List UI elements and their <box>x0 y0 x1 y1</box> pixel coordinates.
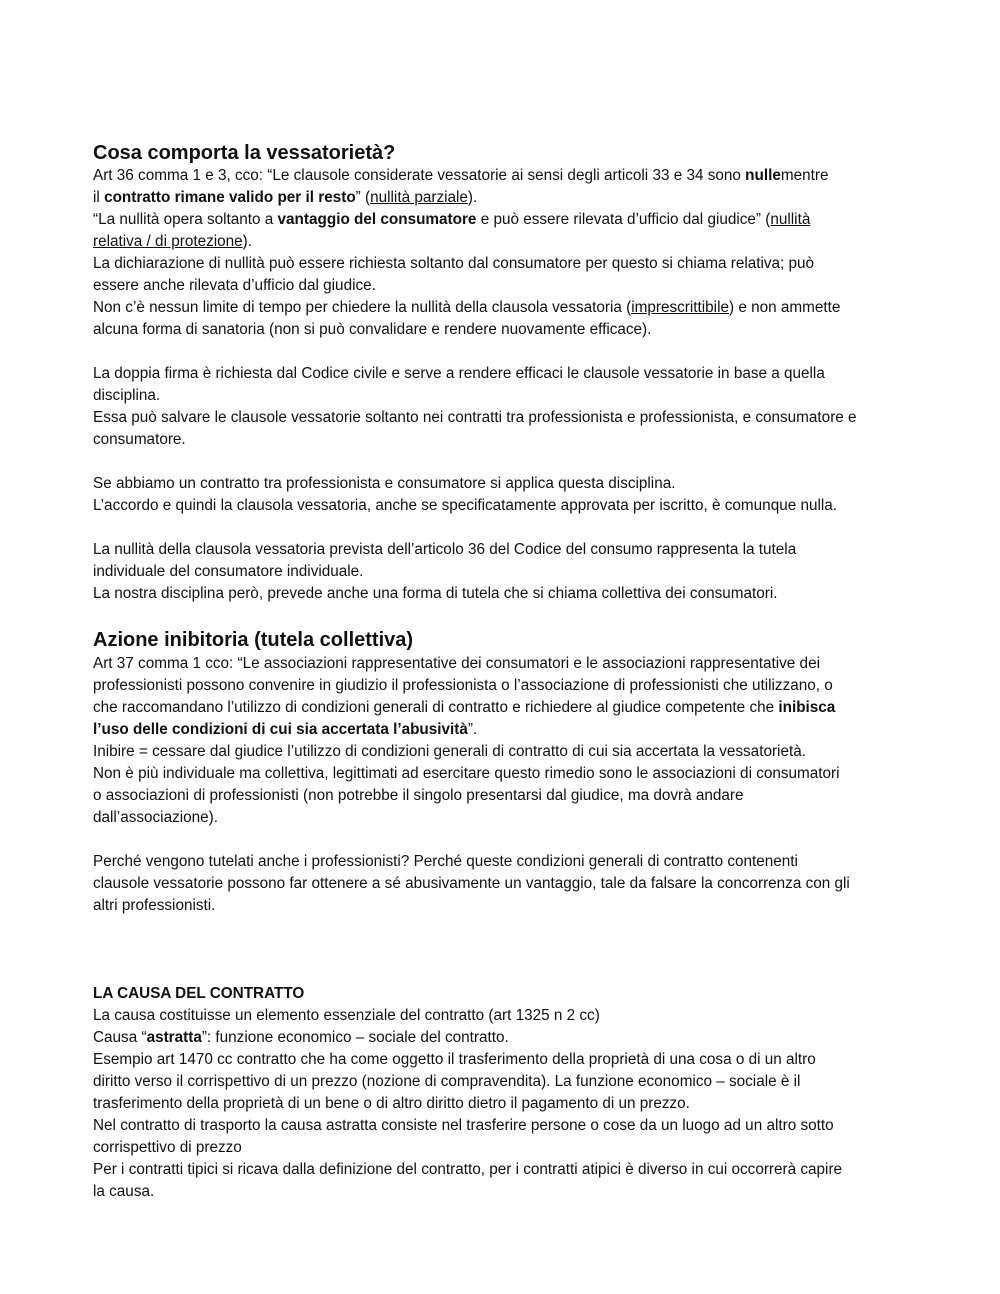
underlined-text: nullità <box>770 211 811 228</box>
paragraph-line <box>93 209 913 231</box>
section-3-body <box>93 983 913 1203</box>
text-run: Non c’è nessun limite di tempo per chiedere la nullità della clausola vessatoria ( <box>93 299 632 316</box>
paragraph-line: La dichiarazione di nullità può essere richiesta soltanto dal consumatore per questo si chiama relativa; può <box>93 255 815 272</box>
text-run: ”: funzione economico – sociale del contratto. <box>201 1029 509 1046</box>
paragraph-line: La nostra disciplina però, prevede anche una forma di tutela che si chiama collettiva dei consumatori. <box>93 585 778 602</box>
paragraph-line: alcuna forma di sanatoria (non si può convalidare e rendere nuovamente efficace). <box>93 321 652 338</box>
paragraph-line: Perché vengono tutelati anche i professionisti? Perché queste condizioni generali di contratto contenenti <box>93 853 798 870</box>
blank-line <box>93 829 913 851</box>
paragraph-line: Inibire = cessare dal giudice l’utilizzo di condizioni generali di contratto di cui sia accertata la vessatorietà. <box>93 743 806 760</box>
underlined-text: nullità parziale <box>370 189 468 206</box>
paragraph-line <box>93 1027 913 1049</box>
paragraph-line: La doppia firma è richiesta dal Codice civile e serve a rendere efficaci le clausole vessatorie in base a quella <box>93 365 825 382</box>
paragraph-line: disciplina. <box>93 387 161 404</box>
text-run: ”. <box>467 721 478 738</box>
text-run: ) e non ammette <box>728 299 841 316</box>
paragraph-line: diritto verso il corrispettivo di un prezzo (nozione di compravendita). La funzione economico – sociale è il <box>93 1073 801 1090</box>
paragraph-line <box>93 187 913 209</box>
bold-text: l’uso delle condizioni di cui sia accertata l’abusività <box>93 721 468 738</box>
paragraph-line: corrispettivo di prezzo <box>93 1139 242 1156</box>
text-run: e può essere rilevata d’ufficio dal giudice” ( <box>476 211 771 228</box>
paragraph-line: Non è più individuale ma collettiva, legittimati ad esercitare questo rimedio sono le associazioni di consumatori <box>93 765 840 782</box>
paragraph-line: professionisti possono convenire in giudizio il professionista o l’associazione di professionisti che utilizzano, o <box>93 677 833 694</box>
text-run: mentre <box>780 167 829 184</box>
bold-text: vantaggio del consumatore <box>277 211 477 228</box>
text-run: “La nullità opera soltanto a <box>93 211 278 228</box>
paragraph-line: altri professionisti. <box>93 897 216 914</box>
paragraph-line <box>93 697 913 719</box>
paragraph-line: Art 37 comma 1 cco: “Le associazioni rappresentative dei consumatori e le associazioni rappresentative dei <box>93 655 820 672</box>
text-run: che raccomandano l’utilizzo di condizioni generali di contratto e richiedere al giudice competente che <box>93 699 779 716</box>
underlined-text: imprescrittibile <box>631 299 729 316</box>
underlined-text: relativa / di protezione <box>93 233 243 250</box>
paragraph-line <box>93 297 913 319</box>
paragraph-line: clausole vessatorie possono far ottenere a sé abusivamente un vantaggio, tale da falsare la concorrenza con gli <box>93 875 850 892</box>
blank-line <box>93 451 913 473</box>
paragraph-line <box>93 165 913 187</box>
paragraph-line: trasferimento della proprietà di un bene o di altro diritto dietro il pagamento di un prezzo. <box>93 1095 690 1112</box>
paragraph-line: individuale del consumatore individuale. <box>93 563 364 580</box>
section-heading-vessatorieta: Cosa comporta la vessatorietà? <box>93 142 396 164</box>
text-run: Art 36 comma 1 e 3, cco: “Le clausole considerate vessatorie ai sensi degli articoli 33 e 34 sono <box>93 167 746 184</box>
bold-text: contratto rimane valido per il resto <box>104 189 356 206</box>
section-1-body <box>93 165 913 605</box>
paragraph-line <box>93 719 913 741</box>
bold-text: inibisca <box>778 699 836 716</box>
paragraph-line: Esempio art 1470 cc contratto che ha come oggetto il trasferimento della proprietà di una cosa o di un altro <box>93 1051 816 1068</box>
blank-line <box>93 517 913 539</box>
paragraph-line: La nullità della clausola vessatoria prevista dell’articolo 36 del Codice del consumo rappresenta la tutela <box>93 541 797 558</box>
paragraph-line: essere anche rilevata d’ufficio dal giudice. <box>93 277 376 294</box>
paragraph-line: La causa costituisse un elemento essenziale del contratto (art 1325 n 2 cc) <box>93 1007 600 1024</box>
paragraph-line: L’accordo e quindi la clausola vessatoria, anche se specificatamente approvata per iscritto, è comunque nulla. <box>93 497 838 514</box>
text-run: ). <box>242 233 253 250</box>
section-heading-azione-inibitoria: Azione inibitoria (tutela collettiva) <box>93 629 414 651</box>
section-heading-causa: LA CAUSA DEL CONTRATTO <box>93 985 305 1002</box>
paragraph-line: Nel contratto di trasporto la causa astratta consiste nel trasferire persone o cose da un luogo ad un altro sotto <box>93 1117 834 1134</box>
paragraph-line: Se abbiamo un contratto tra professionista e consumatore si applica questa disciplina. <box>93 475 676 492</box>
bold-text: nulle <box>745 167 781 184</box>
paragraph-line: o associazioni di professionisti (non potrebbe il singolo presentarsi dal giudice, ma dovrà andare <box>93 787 744 804</box>
text-run: ). <box>467 189 478 206</box>
section-2-body <box>93 653 913 917</box>
text-run: il <box>93 189 105 206</box>
text-run: ” ( <box>355 189 371 206</box>
blank-line <box>93 341 913 363</box>
paragraph-line: la causa. <box>93 1183 155 1200</box>
paragraph-line: dall’associazione). <box>93 809 218 826</box>
paragraph-line: consumatore. <box>93 431 186 448</box>
paragraph-line <box>93 231 913 253</box>
bold-text: astratta <box>146 1029 202 1046</box>
paragraph-line: Per i contratti tipici si ricava dalla definizione del contratto, per i contratti atipici è diverso in cui occorrerà capire <box>93 1161 843 1178</box>
paragraph-line: Essa può salvare le clausole vessatorie soltanto nei contratti tra professionista e professionista, e consumatore e <box>93 409 857 426</box>
text-run: Causa “ <box>93 1029 147 1046</box>
